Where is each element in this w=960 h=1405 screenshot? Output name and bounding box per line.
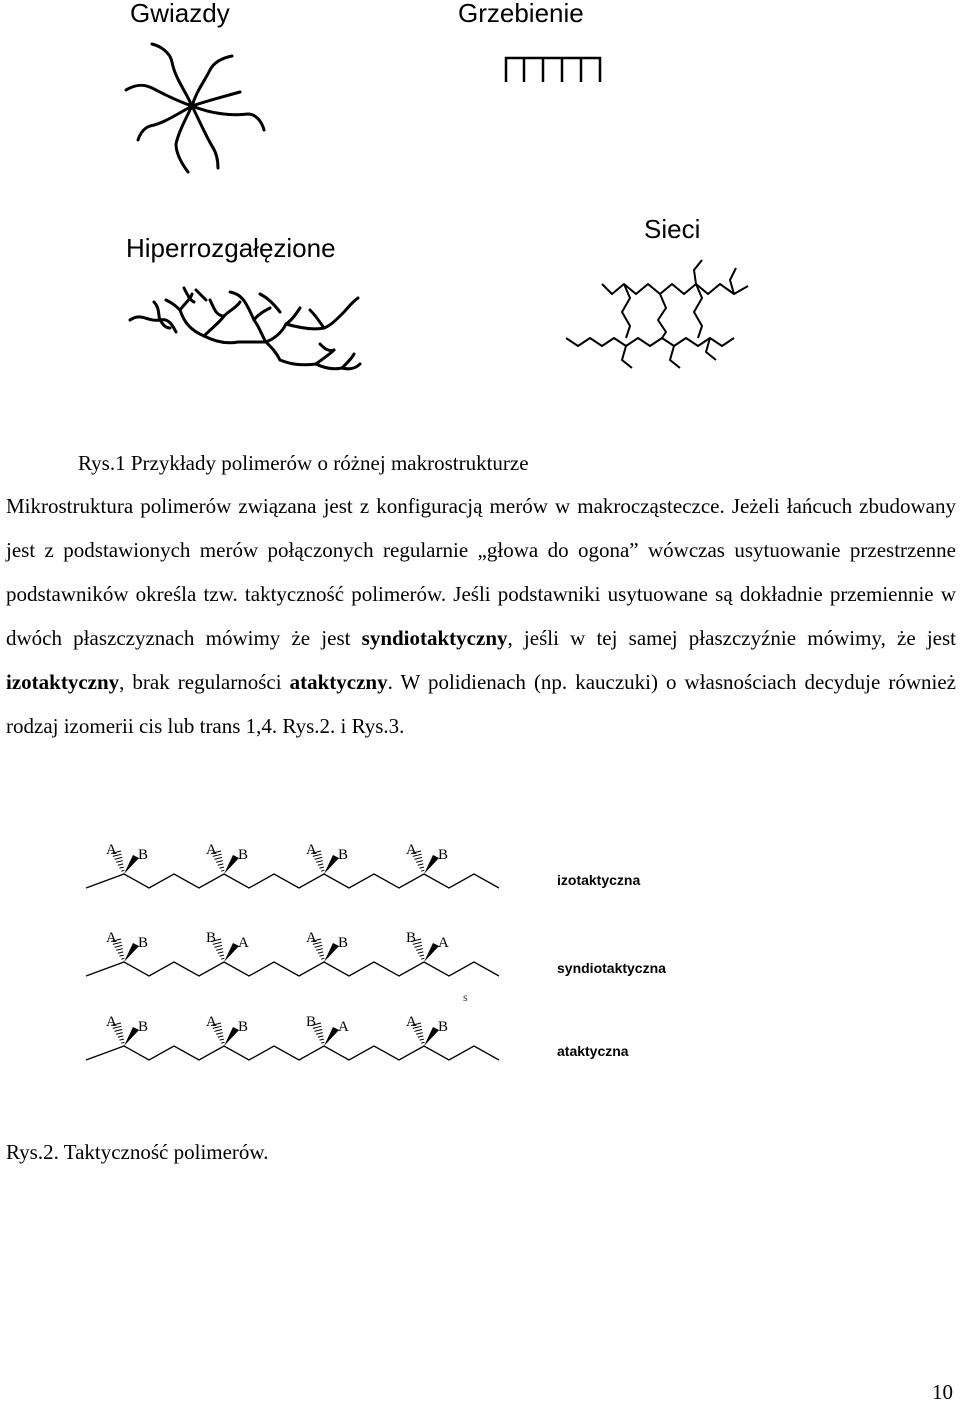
paragraph-text-2: , jeśli w tej samej płaszczyźnie mówimy, że jest — [507, 626, 956, 650]
substituent-label: A — [438, 935, 449, 951]
substituent-label: A — [106, 1014, 117, 1030]
substituent-label: A — [306, 842, 317, 858]
solid-wedge-bond — [224, 855, 239, 874]
substituent-label: A — [238, 935, 249, 951]
substituent-label: A — [338, 1019, 349, 1035]
solid-wedge-bond — [424, 855, 439, 874]
substituent-label: B — [338, 847, 349, 863]
substituent-label: B — [438, 1019, 449, 1035]
backbone-chain-2 — [86, 1046, 499, 1060]
substituent-label: B — [206, 930, 217, 946]
backbone-chain-1 — [86, 962, 499, 976]
label-atactic: ataktyczna — [557, 1043, 629, 1059]
term-atactic: ataktyczny — [289, 670, 388, 694]
substituent-label: B — [138, 935, 149, 951]
substituent-label: A — [106, 842, 117, 858]
stray-mark: s — [463, 990, 468, 1004]
substituent-label: A — [406, 842, 417, 858]
figure2-caption: Rys.2. Taktyczność polimerów. — [6, 1140, 269, 1164]
hyperbranched-polymer-drawing — [120, 280, 380, 390]
substituent-label: B — [138, 1019, 149, 1035]
substituent-label: B — [238, 847, 249, 863]
network-polymer-drawing — [562, 256, 762, 386]
page-number: 10 — [932, 1380, 953, 1404]
solid-wedge-bond — [324, 855, 339, 874]
solid-wedge-bond — [324, 943, 339, 962]
solid-wedge-bond — [224, 943, 239, 962]
term-syndiotactic: syndiotaktyczny — [361, 626, 508, 650]
star-polymer-drawing — [0, 0, 960, 200]
solid-wedge-bond — [424, 1027, 439, 1046]
solid-wedge-bond — [324, 1027, 339, 1046]
label-isotactic: izotaktyczna — [557, 872, 641, 888]
substituent-label: A — [306, 930, 317, 946]
substituent-label: B — [338, 935, 349, 951]
paragraph-text-4: . W polidienach (np. kauczuki) o własnościach decyduje również rodzaj izomerii cis lub trans 1,4. Rys.2. i Rys.3. — [6, 670, 956, 738]
substituent-label: A — [206, 1014, 217, 1030]
figure1-caption: Rys.1 Przykłady polimerów o różnej makrostrukturze — [78, 451, 529, 475]
term-isotactic: izotaktyczny — [6, 670, 120, 694]
substituent-label: A — [106, 930, 117, 946]
label-stars: Gwiazdy — [130, 0, 230, 28]
tacticity-diagram — [80, 842, 520, 1080]
label-hyperbranched: Hiperrozgałęzione — [126, 233, 336, 263]
substituent-label: A — [406, 1014, 417, 1030]
backbone-chain-0 — [86, 874, 499, 888]
paragraph-text-3: , brak regularności — [119, 670, 290, 694]
label-networks: Sieci — [644, 214, 701, 244]
solid-wedge-bond — [124, 855, 139, 874]
solid-wedge-bond — [124, 1027, 139, 1046]
substituent-label: B — [238, 1019, 249, 1035]
solid-wedge-bond — [124, 943, 139, 962]
substituent-label: B — [138, 847, 149, 863]
label-syndiotactic: syndiotaktyczna — [557, 960, 666, 976]
label-comb: Grzebienie — [458, 0, 584, 28]
substituent-label: B — [438, 847, 449, 863]
substituent-label: B — [306, 1014, 317, 1030]
comb-polymer-drawing — [500, 54, 620, 94]
solid-wedge-bond — [224, 1027, 239, 1046]
substituent-label: A — [206, 842, 217, 858]
body-paragraph — [6, 484, 956, 748]
paragraph-text-1: Mikrostruktura polimerów związana jest z konfiguracją merów w makrocząsteczce. Jeżeli łańcuch zbudowany jest z podstawionych merów połączonych regularnie „głowa do ogona” wówczas usytuowanie przestrzenne podstawników określa tzw. taktyczność polimerów. Jeśli podstawniki usytuowane są dokładnie przemiennie w dwóch płaszczyznach mówimy że jest — [6, 494, 956, 650]
solid-wedge-bond — [424, 943, 439, 962]
substituent-label: B — [406, 930, 417, 946]
